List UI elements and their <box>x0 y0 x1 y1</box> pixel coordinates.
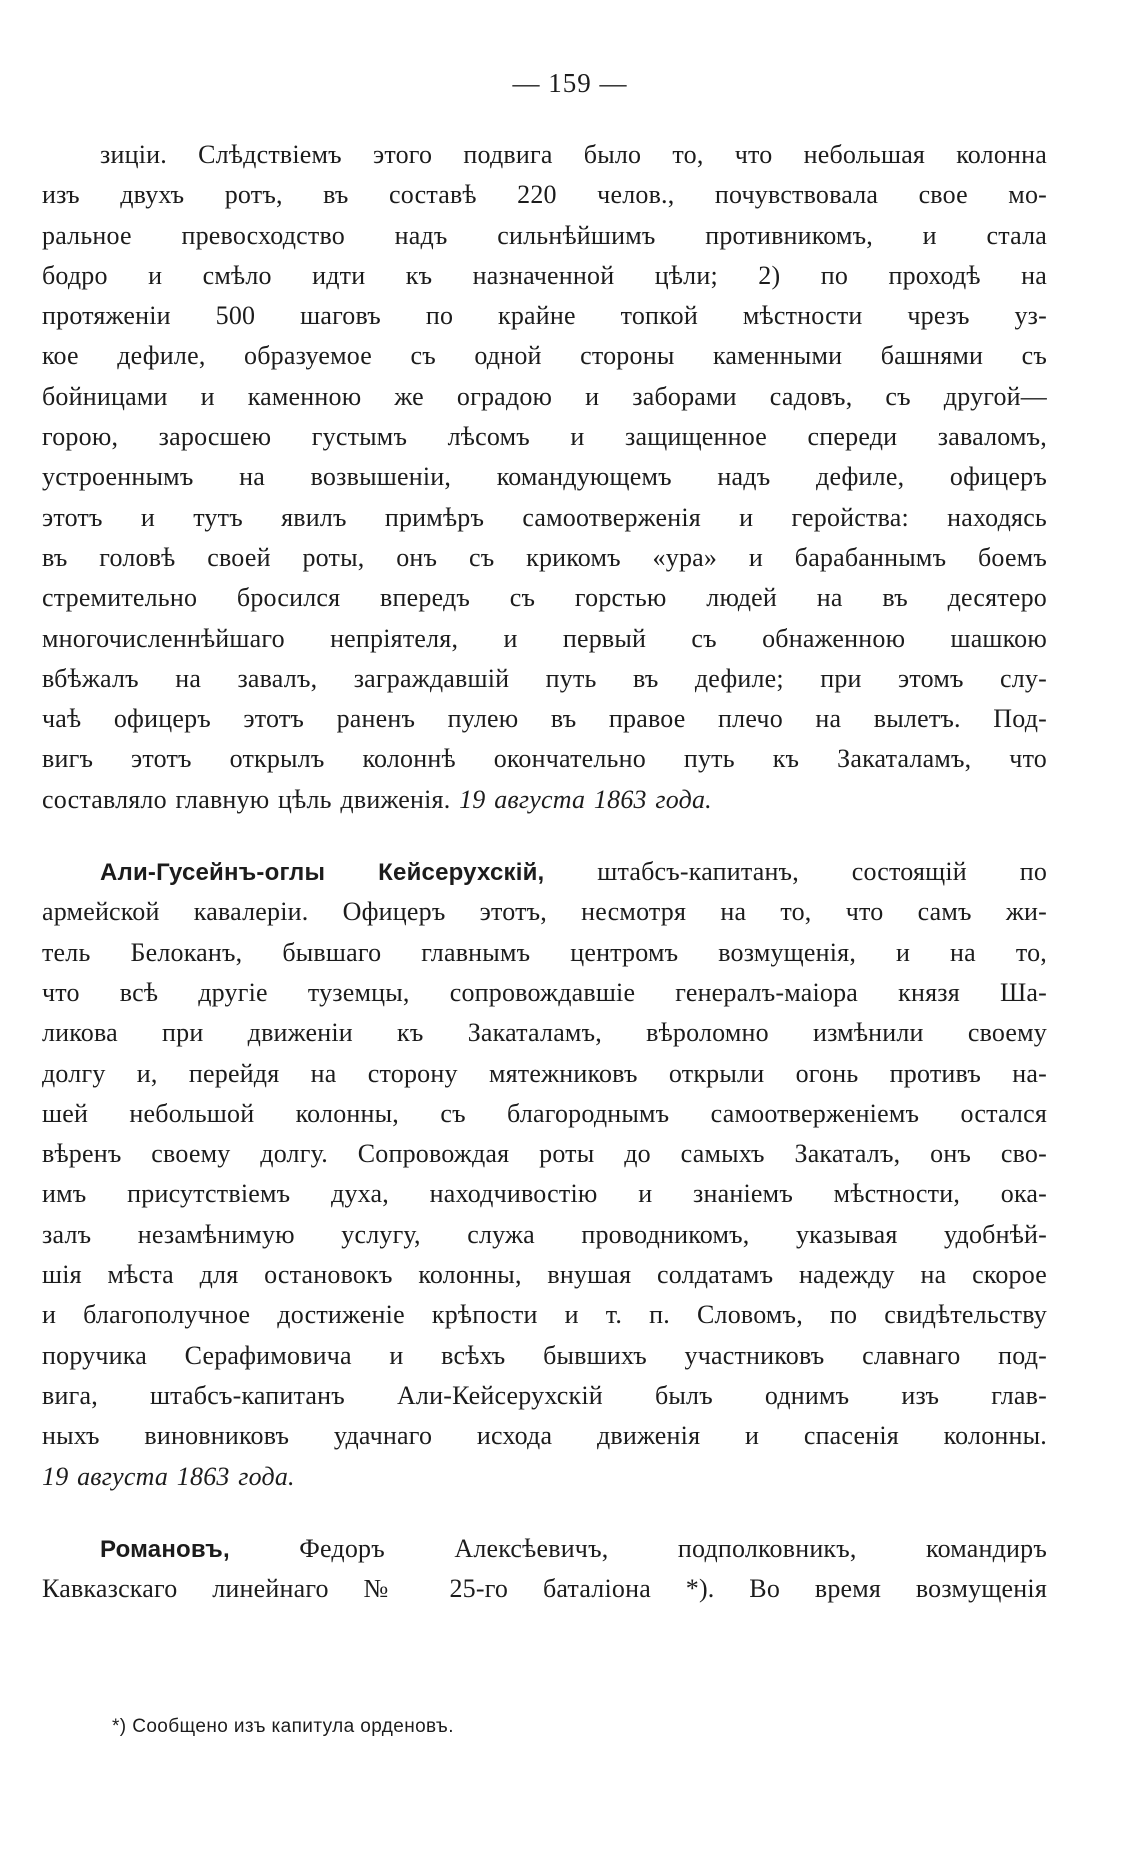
line-text: бойницами и каменною же оградою и заборами садовъ, съ другой— <box>42 381 1047 411</box>
line-text: вигъ этотъ открылъ колоннѣ окончательно путь къ Закаталамъ, что <box>42 744 1047 774</box>
line-text: протяженіи 500 шаговъ по крайне топкой мѣстности чрезъ уз- <box>42 301 1047 331</box>
text-line <box>42 1134 1047 1174</box>
text-line <box>42 1416 1047 1456</box>
line-text: ликова при движеніи къ Закаталамъ, вѣроломно измѣнили своему <box>42 1018 1047 1048</box>
text-line <box>42 1295 1047 1335</box>
line-text: вѣренъ своему долгу. Сопровождая роты до самыхъ Закаталъ, онъ сво- <box>42 1139 1047 1169</box>
footnote: *) Сообщено изъ капитула орденовъ. <box>112 1716 454 1737</box>
text-line <box>42 852 1047 892</box>
line-text: ныхъ виновниковъ удачнаго исхода движенія и спасенія колонны. <box>42 1421 1047 1451</box>
paragraph <box>42 135 1047 820</box>
date-italic: 19 августа 1863 года. <box>459 784 712 814</box>
line-text: долгу и, перейдя на сторону мятежниковъ открыли огонь противъ на- <box>42 1058 1047 1088</box>
line-text: бодро и смѣло идти къ назначенной цѣли; 2) по проходѣ на <box>42 260 1047 290</box>
line-text: изъ двухъ ротъ, въ составѣ 220 челов., почувствовала свое мо- <box>42 180 1047 210</box>
text-line <box>42 1174 1047 1214</box>
line-text: поручика Серафимовича и всѣхъ бывшихъ участниковъ славнаго под- <box>42 1340 1047 1370</box>
paragraph <box>42 1529 1047 1610</box>
text-line <box>42 1336 1047 1376</box>
text-line <box>42 1457 1047 1497</box>
line-text: горою, заросшею густымъ лѣсомъ и защищенное спереди заваломъ, <box>42 422 1047 452</box>
line-text: устроеннымъ на возвышеніи, командующемъ надъ дефиле, офицеръ <box>42 462 1047 492</box>
text-line <box>42 1376 1047 1416</box>
line-text: ральное превосходство надъ сильнѣйшимъ противникомъ, и стала <box>42 220 1047 250</box>
text-line <box>42 175 1047 215</box>
body-text <box>42 135 1047 1609</box>
text-line <box>42 377 1047 417</box>
line-text: и благополучное достиженіе крѣпости и т. п. Словомъ, по свидѣтельству <box>42 1300 1047 1330</box>
text-line <box>42 296 1047 336</box>
line-text: имъ присутствіемъ духа, находчивостію и знаніемъ мѣстности, ока- <box>42 1179 1047 1209</box>
line-text: шія мѣста для остановокъ колонны, внушая солдатамъ надежду на скорое <box>42 1260 1047 1290</box>
line-text: штабсъ-капитанъ, состоящій по <box>597 857 1048 887</box>
text-line <box>42 1569 1047 1609</box>
text-line <box>42 457 1047 497</box>
text-line <box>42 1529 1047 1569</box>
text-line <box>42 699 1047 739</box>
line-text: многочисленнѣйшаго непріятеля, и первый съ обнаженною шашкою <box>42 623 1047 653</box>
line-text: стремительно бросился впередъ съ горстью людей на въ десятеро <box>42 583 1047 613</box>
line-text: армейской кавалеріи. Офицеръ этотъ, несмотря на то, что самъ жи- <box>42 897 1047 927</box>
line-text: кое дефиле, образуемое съ одной стороны каменными башнями съ <box>42 341 1047 371</box>
text-line <box>42 973 1047 1013</box>
paragraph-gap <box>42 1497 1047 1529</box>
text-line <box>42 780 1047 820</box>
text-line <box>42 933 1047 973</box>
text-line <box>42 739 1047 779</box>
line-text: Кавказскаго линейнаго № 25-го баталіона *). Во время возмущенія <box>42 1574 1047 1604</box>
text-line <box>42 659 1047 699</box>
line-text: шей небольшой колонны, съ благороднымъ самоотверженіемъ остался <box>42 1098 1047 1128</box>
text-line <box>42 1255 1047 1295</box>
text-line <box>42 1215 1047 1255</box>
entry-name: Романовъ, <box>100 1535 230 1563</box>
line-text: тель Белоканъ, бывшаго главнымъ центромъ возмущенія, и на то, <box>42 937 1047 967</box>
line-text: что всѣ другіе туземцы, сопровождавшіе генералъ-маіора князя Ша- <box>42 977 1047 1007</box>
text-line <box>42 892 1047 932</box>
page-number: — 159 — <box>512 68 628 98</box>
text-line <box>42 498 1047 538</box>
entry-name: Али-Гусейнъ-оглы Кейсерухскій, <box>100 859 545 887</box>
text-line <box>42 1054 1047 1094</box>
text-line <box>42 1013 1047 1053</box>
text-line <box>42 1094 1047 1134</box>
line-text: въ головѣ своей роты, онъ съ крикомъ «ура» и барабаннымъ боемъ <box>42 542 1047 572</box>
text-line <box>42 578 1047 618</box>
line-text: зиціи. Слѣдствіемъ этого подвига было то, что небольшая колонна <box>100 140 1047 169</box>
text-line <box>42 216 1047 256</box>
paragraph-gap <box>42 820 1047 852</box>
text-line <box>42 417 1047 457</box>
date-italic: 19 августа 1863 года. <box>42 1461 295 1491</box>
paragraph <box>42 852 1047 1497</box>
text-line <box>42 336 1047 376</box>
line-text: чаѣ офицеръ этотъ раненъ пулею въ правое плечо на вылетъ. Под- <box>42 704 1047 734</box>
line-text: составляло главную цѣль движенія. <box>42 784 451 814</box>
line-text: вига, штабсъ-капитанъ Али-Кейсерухскій былъ однимъ изъ глав- <box>42 1380 1047 1410</box>
text-line <box>42 135 1047 175</box>
line-text: Федоръ Алексѣевичъ, подполковникъ, командиръ <box>299 1533 1047 1563</box>
line-text: этотъ и тутъ явилъ примѣръ самоотверженія и геройства: находясь <box>42 502 1047 532</box>
text-line <box>42 619 1047 659</box>
text-line <box>42 538 1047 578</box>
text-line <box>42 256 1047 296</box>
line-text: залъ незамѣнимую услугу, служа проводникомъ, указывая удобнѣй- <box>42 1219 1047 1249</box>
line-text: вбѣжалъ на завалъ, заграждавшій путь въ дефиле; при этомъ слу- <box>42 663 1047 693</box>
